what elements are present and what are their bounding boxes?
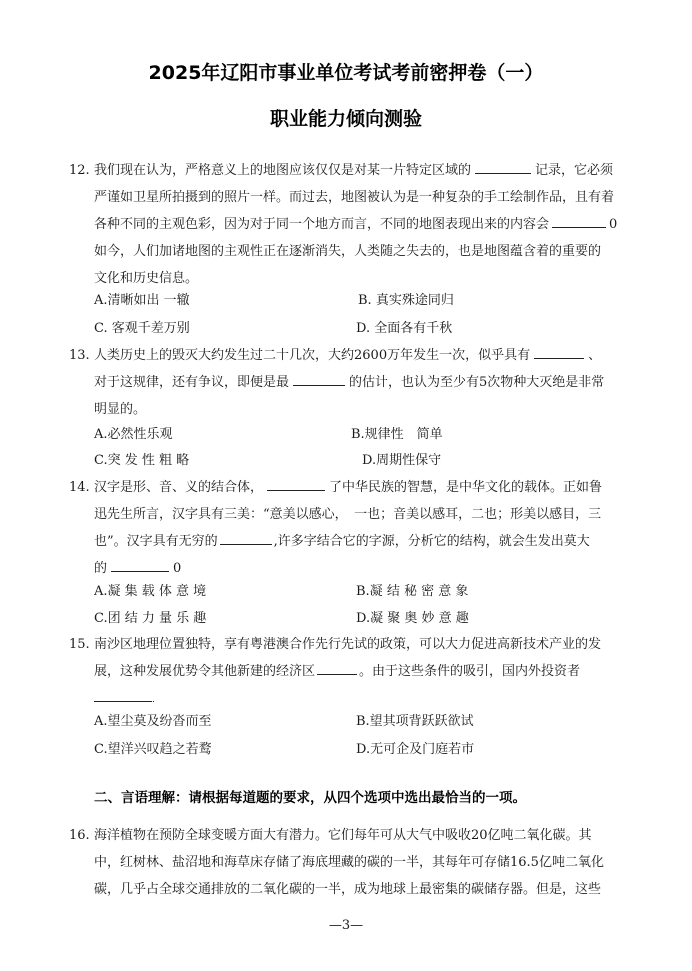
option-c: C.望洋兴叹趋之若鹜 bbox=[94, 742, 212, 757]
option-d: D. 全面各有千秋 bbox=[356, 321, 453, 336]
question-line bbox=[94, 658, 624, 685]
question-text: 0 bbox=[173, 561, 182, 576]
section-heading: 二、言语理解：请根据每道题的要求，从四个选项中选出最恰当的一项。 bbox=[94, 790, 526, 806]
option-b: B.凝 结 秘 密 意 象 bbox=[356, 584, 469, 599]
question-text: 的估计，也认为至少有5次物种大灭绝是非常 bbox=[349, 375, 605, 390]
question-13 bbox=[69, 342, 624, 423]
page-title: 2025年辽阳市事业单位考试考前密押卷（一） bbox=[148, 62, 544, 84]
question-line: 文化和历史信息。 bbox=[94, 271, 199, 286]
question-number: 16. bbox=[69, 828, 90, 843]
question-line: 严谨如卫星所拍摄到的照片一样。而过去，地图被认为是一种复杂的手工绘制作品，且有着 bbox=[94, 190, 615, 205]
question-line: 迅先生所言，汉字具有三美：“意美以感心， 一也；音美以感耳，二也；形美以感目，三 bbox=[94, 507, 602, 522]
option-c: C.团 结 力 量 乐 趣 bbox=[94, 611, 207, 626]
option-b: B.望其项背跃跃欲试 bbox=[356, 714, 474, 729]
question-16 bbox=[69, 822, 624, 903]
question-number: 14. bbox=[69, 480, 90, 495]
answer-blank bbox=[552, 212, 606, 228]
question-line: 中，红树林、盐沼地和海草床存储了海底埋藏的碳的一半，其每年可存储16.5亿吨二氧化 bbox=[94, 855, 604, 870]
question-text: 记录，它必须 bbox=[535, 163, 614, 178]
option-c: C.突 发 性 粗 略 bbox=[94, 453, 190, 468]
question-text: 0 bbox=[609, 217, 618, 232]
question-text: . bbox=[152, 695, 155, 705]
option-a: A.凝 集 载 体 意 境 bbox=[94, 584, 207, 599]
question-text: 汉字是形、音、义的结合体， bbox=[94, 480, 264, 495]
question-text: 的 bbox=[94, 561, 108, 576]
option-d: D.无可企及门庭若市 bbox=[356, 742, 475, 757]
answer-blank bbox=[293, 370, 345, 386]
question-number: 12. bbox=[69, 163, 90, 178]
question-text: 人类历史上的毁灭大约发生过二十几次，大约2600万年发生一次，似乎具有 bbox=[94, 348, 531, 363]
answer-blank bbox=[317, 659, 357, 675]
question-line bbox=[94, 157, 624, 184]
question-text: ,许多字结合它的字源，分析它的结构，就会生发出莫大 bbox=[273, 534, 590, 549]
option-a: A.清晰如出 一辙 bbox=[94, 293, 190, 308]
question-line bbox=[94, 474, 624, 501]
question-text: 、 bbox=[588, 348, 602, 363]
question-14 bbox=[69, 474, 624, 582]
question-text: 我们现在认为，严格意义上的地图应该仅仅是对某一片特定区域的 bbox=[94, 163, 472, 178]
question-text: 对于这规律，还有争议，即便是最 bbox=[94, 375, 290, 390]
question-15 bbox=[69, 631, 624, 714]
question-line: 明显的。 bbox=[94, 402, 147, 417]
answer-blank bbox=[94, 686, 152, 702]
page-number: —3— bbox=[328, 918, 364, 933]
answer-blank bbox=[267, 475, 325, 491]
option-b: B. 真实殊途同归 bbox=[358, 293, 454, 308]
option-a: A.望尘莫及纷沓而至 bbox=[94, 714, 212, 729]
question-text: 展，这种发展优势令其他新建的经济区 bbox=[94, 664, 316, 679]
question-number: 15. bbox=[69, 637, 90, 652]
page-subtitle: 职业能力倾向测验 bbox=[269, 108, 422, 130]
answer-blank bbox=[220, 529, 272, 545]
question-line: 碳，几乎占全球交通排放的二氧化碳的一半，成为地球上最密集的碳储存器。但是，这些 bbox=[94, 882, 602, 897]
option-d: D.凝 聚 奥 妙 意 趣 bbox=[356, 611, 469, 626]
answer-blank bbox=[534, 343, 584, 359]
question-line bbox=[94, 369, 624, 396]
answer-blank bbox=[475, 158, 531, 174]
question-line bbox=[94, 342, 624, 369]
option-d: D.周期性保守 bbox=[362, 453, 442, 468]
question-12 bbox=[69, 157, 624, 292]
question-text: 也”。汉字具有无穷的 bbox=[94, 534, 218, 549]
question-line bbox=[94, 528, 624, 555]
question-text: 。由于这些条件的吸引，国内外投资者 bbox=[359, 664, 581, 679]
answer-blank bbox=[111, 556, 169, 572]
question-line: 如今，人们加诸地图的主观性正在逐渐消失，人类随之失去的，也是地图蕴含着的重要的 bbox=[94, 244, 602, 259]
question-number: 13. bbox=[69, 348, 90, 363]
option-c: C. 客观千差万别 bbox=[94, 321, 190, 336]
question-text: 各种不同的主观色彩，因为对于同一个地方而言，不同的地图表现出来的内容会 bbox=[94, 217, 550, 232]
option-a: A.必然性乐观 bbox=[94, 427, 173, 442]
question-text: 了中华民族的智慧，是中华文化的载体。正如鲁 bbox=[329, 480, 603, 495]
option-b: B.规律性 简单 bbox=[351, 427, 443, 442]
question-line: 海洋植物在预防全球变暖方面大有潜力。它们每年可从大气中吸收20亿吨二氧化碳。其 bbox=[94, 828, 592, 843]
question-line bbox=[94, 211, 624, 238]
question-line: 南沙区地理位置独特，享有粤港澳合作先行先试的政策，可以大力促进高新技术产业的发 bbox=[94, 637, 602, 652]
